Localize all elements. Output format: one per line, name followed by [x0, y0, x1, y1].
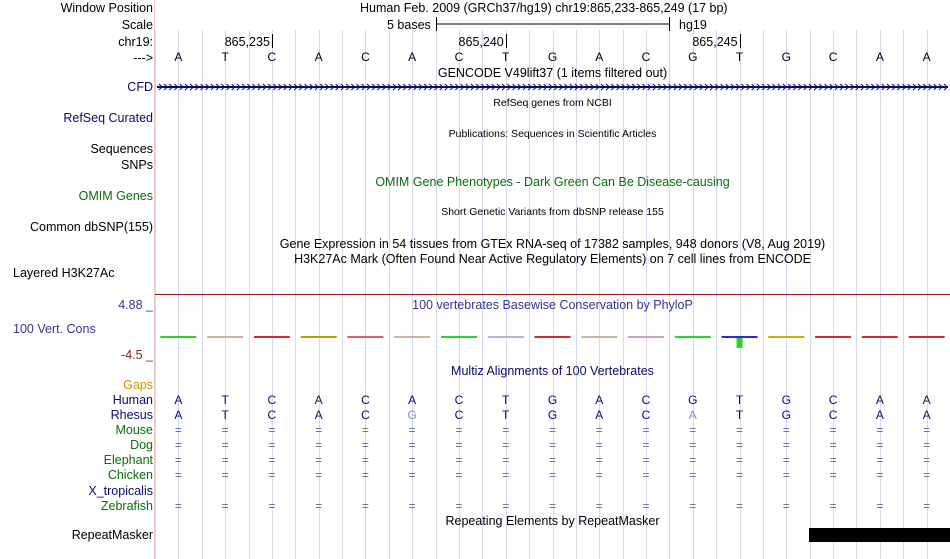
alignment-base: = [736, 438, 744, 452]
phylop-title: 100 vertebrates Basewise Conservation by PhyloP [412, 298, 693, 312]
alignment-base: C [361, 408, 370, 422]
base-letter: T [735, 50, 744, 64]
conservation-bar [722, 336, 758, 338]
alignment-base: = [689, 438, 697, 452]
base-letter: A [922, 50, 931, 64]
alignment-base: A [314, 408, 323, 422]
scale-db: hg19 [679, 18, 707, 32]
alignment-base: = [408, 453, 416, 467]
omim-title: OMIM Gene Phenotypes - Dark Green Can Be Disease-causing [375, 175, 730, 189]
alignment-base: = [221, 453, 229, 467]
gtex-title: Gene Expression in 54 tissues from GTEx RNA-seq of 17382 samples, 948 donors (V8, Aug 2019) [279, 237, 826, 251]
alignment-base: = [595, 423, 603, 437]
repeatmasker-title: Repeating Elements by RepeatMasker [445, 514, 660, 528]
species-label[interactable]: Rhesus [110, 408, 153, 422]
alignment-base: = [408, 438, 416, 452]
alignment-base: = [221, 438, 229, 452]
alignment-base: = [361, 453, 369, 467]
alignment-base: = [268, 499, 276, 513]
base-letter: A [875, 50, 884, 64]
alignment-base: = [408, 499, 416, 513]
base-letter: G [547, 50, 558, 64]
alignment-base: A [875, 408, 884, 422]
publications-title: Publications: Sequences in Scientific Articles [448, 128, 657, 140]
alignment-base: = [548, 423, 556, 437]
coord-tick-label: 865,245 [692, 35, 738, 49]
alignment-base: = [923, 499, 931, 513]
alignment-base: = [221, 468, 229, 482]
alignment-base: T [502, 408, 510, 422]
alignment-base: C [267, 408, 277, 422]
conservation-bar [628, 336, 664, 338]
alignment-base: = [408, 423, 416, 437]
cons-ymin: -4.5 _ [121, 348, 153, 362]
base-letter: A [595, 50, 604, 64]
alignment-base: = [829, 468, 837, 482]
species-label[interactable]: Chicken [107, 468, 153, 482]
alignment-base: = [221, 423, 229, 437]
alignment-base: = [689, 499, 697, 513]
alignment-base: = [315, 438, 323, 452]
cons-ymax: 4.88 _ [118, 298, 153, 312]
conservation-peak [737, 338, 743, 348]
conservation-bar [862, 336, 898, 338]
alignment-base: = [642, 499, 650, 513]
track-label-gaps[interactable]: Gaps [123, 378, 153, 392]
alignment-base: C [454, 393, 464, 407]
base-letter: T [502, 50, 510, 64]
alignment-base: G [407, 408, 417, 422]
alignment-base: = [829, 423, 837, 437]
alignment-base: T [735, 393, 744, 407]
alignment-base: C [641, 408, 651, 422]
conservation-bar [581, 336, 617, 338]
alignment-base: = [782, 438, 790, 452]
alignment-base: = [923, 453, 931, 467]
conservation-bar [254, 336, 290, 338]
alignment-base: = [876, 438, 884, 452]
alignment-base: A [174, 408, 183, 422]
conservation-plot[interactable] [155, 318, 950, 358]
assembly-position: Human Feb. 2009 (GRCh37/hg19) chr19:865,233-865,249 (17 bp) [360, 1, 728, 15]
scale-label: Scale [121, 18, 153, 32]
alignment-base: G [688, 393, 698, 407]
alignment-base: = [268, 423, 276, 437]
base-letter: A [174, 50, 183, 64]
alignment-base: = [782, 468, 790, 482]
alignment-base: C [454, 408, 464, 422]
track-label-dbsnp[interactable]: Common dbSNP(155) [30, 220, 153, 234]
alignment-base: = [455, 468, 463, 482]
coord-tick-label: 865,235 [224, 35, 270, 49]
conservation-bar [394, 336, 430, 338]
dbsnp-title: Short Genetic Variants from dbSNP release 155 [441, 206, 664, 218]
conservation-bar [160, 336, 196, 338]
alignment-base: C [361, 393, 370, 407]
alignment-base: G [781, 393, 791, 407]
chrom-label: chr19: [118, 35, 153, 49]
track-label-omim[interactable]: OMIM Genes [78, 189, 153, 203]
alignment-base: = [548, 453, 556, 467]
coord-tick-label: 865,240 [458, 35, 504, 49]
alignment-base: T [502, 393, 510, 407]
alignment-base: = [876, 453, 884, 467]
track-label-h3k27ac[interactable]: Layered H3K27Ac [13, 266, 115, 280]
alignment-base: = [782, 423, 790, 437]
track-label-cfd[interactable]: CFD [127, 80, 153, 94]
species-label[interactable]: Elephant [103, 453, 153, 467]
alignment-base: = [221, 499, 229, 513]
alignment-base: = [502, 438, 510, 452]
alignment-base: = [502, 468, 510, 482]
alignment-base: = [923, 423, 931, 437]
base-letter: C [361, 50, 370, 64]
alignment-base: G [547, 393, 558, 407]
alignment-base: = [642, 438, 650, 452]
conservation-bar [815, 336, 851, 338]
alignment-base: = [315, 453, 323, 467]
gencode-title: GENCODE V49lift37 (1 items filtered out) [437, 66, 668, 80]
track-divider [155, 294, 950, 295]
alignment-base: T [221, 408, 229, 422]
alignment-base: = [595, 468, 603, 482]
conservation-bar [347, 336, 383, 338]
alignment-base: = [502, 423, 510, 437]
alignment-base: = [502, 499, 510, 513]
coord-tick-mark [506, 34, 507, 48]
alignment-base: = [642, 453, 650, 467]
alignment-base: = [642, 423, 650, 437]
track-label-repeatmasker[interactable]: RepeatMasker [71, 528, 153, 542]
alignment-base: A [314, 393, 323, 407]
conservation-bar [768, 336, 804, 338]
alignment-base: = [829, 453, 837, 467]
alignment-base: = [315, 468, 323, 482]
species-label[interactable]: Mouse [115, 423, 153, 437]
base-letter: A [408, 50, 417, 64]
alignment-base: = [455, 438, 463, 452]
repeat-element-block[interactable] [809, 528, 950, 542]
alignment-base: A [922, 393, 931, 407]
alignment-base: = [361, 438, 369, 452]
species-label[interactable]: Dog [130, 438, 153, 452]
alignment-base: = [782, 453, 790, 467]
alignment-base: = [361, 499, 369, 513]
track-label-sequences[interactable]: Sequences [90, 142, 153, 156]
alignment-base: T [735, 408, 744, 422]
alignment-base: = [736, 423, 744, 437]
base-letter: G [781, 50, 791, 64]
alignment-base: = [736, 468, 744, 482]
coord-tick-mark [740, 34, 741, 48]
alignment-base: = [502, 453, 510, 467]
refseq-title: RefSeq genes from NCBI [493, 97, 612, 109]
alignment-base: = [174, 438, 182, 452]
alignment-base: = [174, 499, 182, 513]
alignment-base: = [829, 499, 837, 513]
base-letter: C [641, 50, 651, 64]
species-label[interactable]: Zebrafish [100, 499, 153, 513]
alignment-base: = [782, 499, 790, 513]
alignment-base: = [174, 468, 182, 482]
alignment-base: A [408, 393, 417, 407]
conservation-bar [441, 336, 477, 338]
conservation-bar [909, 336, 945, 338]
alignment-base: = [174, 453, 182, 467]
alignment-base: = [923, 438, 931, 452]
base-letter: G [688, 50, 698, 64]
window-position-label: Window Position [60, 1, 153, 15]
alignment-base: = [736, 453, 744, 467]
scale-bar [436, 17, 671, 31]
alignment-base: = [876, 499, 884, 513]
conservation-bar [675, 336, 711, 338]
alignment-base: = [408, 468, 416, 482]
alignment-base: T [221, 393, 229, 407]
alignment-base: = [876, 423, 884, 437]
alignment-base: C [828, 408, 838, 422]
species-label[interactable]: Human [112, 393, 153, 407]
alignment-base: A [595, 393, 604, 407]
base-letter: T [221, 50, 229, 64]
alignment-base: = [689, 453, 697, 467]
alignment-base: G [781, 408, 791, 422]
conservation-bar [207, 336, 243, 338]
coord-tick-mark [272, 34, 273, 48]
alignment-base: = [361, 468, 369, 482]
alignment-base: = [455, 453, 463, 467]
alignment-base: = [268, 438, 276, 452]
alignment-base: A [174, 393, 183, 407]
h3k27ac-title: H3K27Ac Mark (Often Found Near Active Regulatory Elements) on 7 cell lines from ENCODE [294, 252, 811, 266]
alignment-base: G [547, 408, 558, 422]
multiz-title: Multiz Alignments of 100 Vertebrates [451, 364, 654, 378]
alignment-base: A [595, 408, 604, 422]
cfd-track[interactable] [155, 81, 950, 93]
strand-arrow-label: ---> [133, 51, 153, 65]
alignment-base: C [641, 393, 651, 407]
conservation-bar [535, 336, 571, 338]
track-label-snps[interactable]: SNPs [121, 158, 153, 172]
alignment-base: A [922, 408, 931, 422]
base-letter: C [454, 50, 464, 64]
alignment-base: = [315, 499, 323, 513]
alignment-base: = [548, 438, 556, 452]
base-letter: C [267, 50, 277, 64]
base-letter: C [828, 50, 838, 64]
alignment-base: = [595, 499, 603, 513]
alignment-base: = [689, 468, 697, 482]
species-label[interactable]: X_tropicalis [88, 484, 153, 498]
alignment-base: = [642, 468, 650, 482]
alignment-base: A [875, 393, 884, 407]
alignment-base: = [548, 499, 556, 513]
alignment-base: = [689, 423, 697, 437]
conservation-bar [488, 336, 524, 338]
conservation-bar [301, 336, 337, 338]
alignment-base: A [688, 408, 697, 422]
alignment-base: = [595, 438, 603, 452]
alignment-base: C [828, 393, 838, 407]
alignment-base: = [174, 423, 182, 437]
alignment-base: C [267, 393, 277, 407]
alignment-base: = [455, 423, 463, 437]
scale-bases: 5 bases [387, 18, 431, 32]
alignment-base: = [455, 499, 463, 513]
alignment-base: = [315, 423, 323, 437]
alignment-base: = [876, 468, 884, 482]
alignment-base: = [268, 468, 276, 482]
alignment-base: = [595, 453, 603, 467]
alignment-base: = [548, 468, 556, 482]
alignment-base: = [736, 499, 744, 513]
track-label-refseq[interactable]: RefSeq Curated [63, 111, 153, 125]
alignment-base: = [923, 468, 931, 482]
track-label-cons[interactable]: 100 Vert. Cons [13, 322, 96, 336]
alignment-base: = [361, 423, 369, 437]
alignment-base: = [268, 453, 276, 467]
alignment-base: = [829, 438, 837, 452]
base-letter: A [314, 50, 323, 64]
